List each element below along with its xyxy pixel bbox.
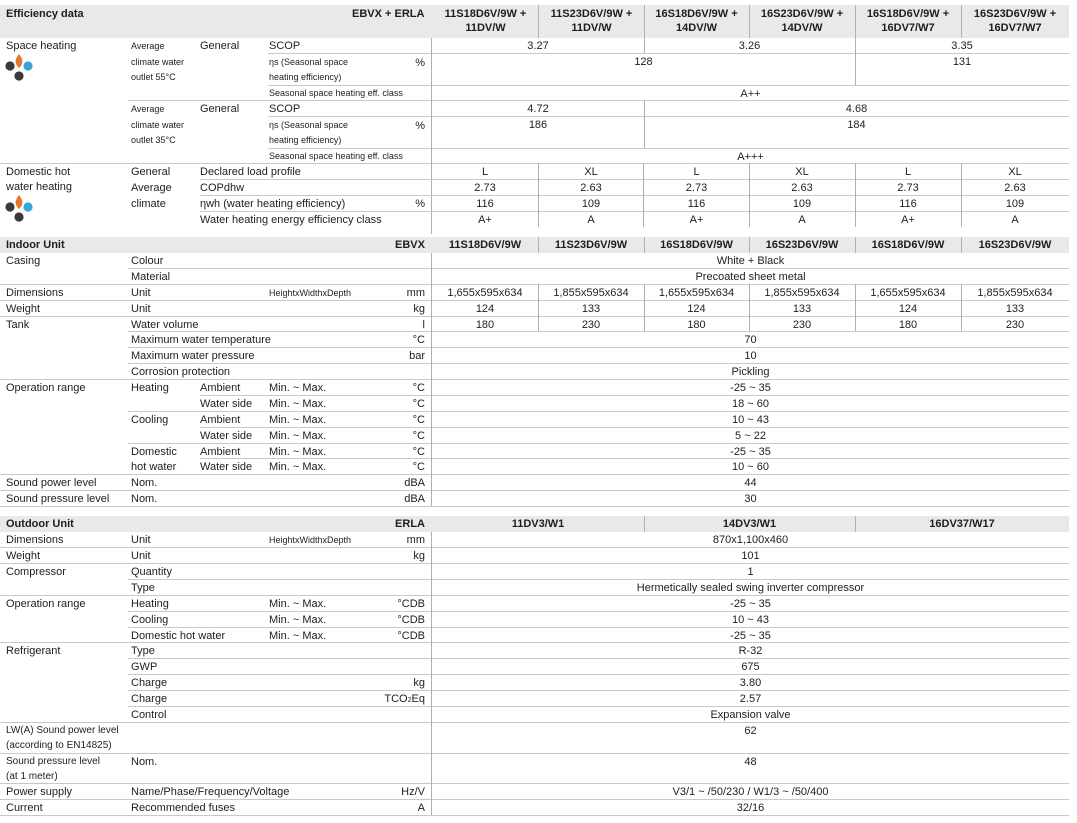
outdoor-weight-value: 101 [741,550,760,562]
material-value: Precoated sheet metal [695,271,806,283]
scop-label: SCOP [269,40,301,52]
gwp-value: 675 [741,661,760,673]
lp-6: XL [1008,166,1022,178]
minmax-1: Min. ~ Max. [269,382,327,394]
row-line [128,100,1069,101]
current-label: Current [6,802,43,814]
lp-5: L [904,166,912,178]
indoor-dim-3: 1,655x595x634 [658,287,735,299]
charge-tco2-label: Charge [131,693,168,705]
indoor-weight-unit-label: Unit [131,303,151,315]
divider [961,163,962,227]
charge-kg-unit: kg [413,677,425,689]
indoor-spl-nom: Nom. [131,493,158,505]
corrosion-protection-value: Pickling [731,366,770,378]
row-line [200,427,1069,428]
nwh-3: 116 [687,198,706,210]
nwh-4: 109 [792,198,812,210]
indoor-wt-2: 133 [581,303,601,315]
outdoor-model-header: ERLA [395,518,425,530]
outdoor-col-2: 14DV3/W1 [722,518,777,530]
percent-unit-35: % [415,120,425,132]
nwh-1: 116 [476,198,494,210]
indoor-weight-label: Weight [6,303,41,315]
divider [855,38,856,85]
row-line [0,753,1069,754]
waterside-label-3: Water side [200,461,253,473]
indoor-col-2: 11S23D6V/9W [554,239,628,251]
divider [643,163,644,227]
indoor-dim-5: 1,655x595x634 [870,287,946,299]
casing-label: Casing [6,255,41,267]
divider [644,5,645,38]
whc-3: A+ [689,214,704,226]
lwa-label-line1: LW(A) Sound power level [6,725,119,736]
vol-4: 230 [792,319,812,331]
indoor-wt-3: 124 [687,303,706,315]
lwa-label-line2: (according to EN14825) [6,740,112,751]
vol-2: 230 [581,319,601,331]
vol-6: 230 [1005,319,1025,331]
indoor-dim-4: 1,855x595x634 [764,287,840,299]
or-cooling-waterside: 5 ~ 22 [735,430,766,442]
quantity-label: Quantity [131,566,172,578]
ampere-unit: A [417,802,425,814]
scop-label-35: SCOP [269,103,301,115]
indoor-spl-value: 30 [744,493,757,505]
indoor-title: Indoor Unit [6,239,65,251]
indoor-col-5: 16S18D6V/9W [871,239,945,251]
gwp-label: GWP [131,661,158,673]
divider [431,253,432,506]
row-line [128,443,1069,444]
colour-label: Colour [131,255,164,267]
refrigerant-label: Refrigerant [6,645,61,657]
divider [644,516,645,532]
vol-3: 180 [687,319,706,331]
indoor-operation-range-label: Operation range [6,382,86,394]
row-line [128,611,1069,612]
row-line [268,116,1069,117]
lp-1: L [481,166,489,178]
ns-label-line1: ηs (Seasonal space [269,57,349,67]
dba-unit-1: dBA [404,477,425,489]
cop-3: 2.73 [685,182,708,194]
eff-col-2-line2: 11DV/W [571,22,612,34]
row-line [0,783,1069,784]
indoor-model-header: EBVX [395,239,425,251]
litre-unit: l [422,319,425,331]
outdoor-spl-label-line2: (at 1 meter) [6,771,58,782]
outdoor-mm-unit: mm [406,534,425,546]
divider [961,237,962,253]
seasonal-class-label-35: Seasonal space heating eff. class [269,151,403,161]
divider [855,237,856,253]
row-line [0,474,1069,475]
row-line [200,211,1069,212]
cdb-unit-3: °CDB [397,630,425,642]
or-dhw-ambient: -25 ~ 35 [730,446,771,458]
row-line [0,490,1069,491]
indoor-dimensions-label: Dimensions [6,287,64,299]
ns55-value-1: 128 [634,56,653,68]
minmax-2: Min. ~ Max. [269,398,327,410]
divider [749,237,750,253]
compressor-type-value: Hermetically sealed swing inverter compressor [636,582,865,594]
outdoor-cooling-label: Cooling [131,614,169,626]
hzv-unit: Hz/V [401,786,425,798]
nwh-label: ηwh (water heating efficiency) [200,198,346,210]
class35-value: A+++ [737,151,764,163]
indoor-dim-unit-label: Unit [131,287,151,299]
general-label-35: General [200,103,240,115]
dhw-label-line1: Domestic hot [6,166,71,178]
eff-col-4-line2: 14DV/W [781,22,823,34]
degc-1: °C [412,382,425,394]
outdoor-weight-unit-label: Unit [131,550,151,562]
indoor-sound-power-label: Sound power level [6,477,97,489]
power-supply-label: Power supply [6,786,73,798]
cop-4: 2.63 [791,182,813,194]
bar-unit: bar [409,350,425,362]
divider [961,5,962,38]
lp-4: XL [795,166,809,178]
divider [855,284,856,331]
max-water-pressure-value: 10 [744,350,757,362]
eff-col-2-line1: 11S23D6V/9W + [550,8,633,20]
general-label: General [200,40,240,52]
indoor-wt-5: 124 [898,303,918,315]
row-line [0,300,1069,301]
control-value: Expansion valve [710,709,791,721]
row-line [0,506,1069,507]
divider [749,5,750,38]
row-line [0,284,1069,285]
dhw-general-label: General [131,166,171,178]
max-water-pressure-label: Maximum water pressure [131,350,255,362]
out-or-heating: -25 ~ 35 [730,598,771,610]
max-water-temp-value: 70 [744,334,757,346]
scop55-value-1: 3.27 [527,40,549,52]
divider [644,284,645,331]
outdoor-col-1: 11DV3/W1 [511,518,565,530]
or-heating-ambient: -25 ~ 35 [730,382,771,394]
degc-4: °C [412,430,425,442]
colour-value: White + Black [716,255,785,267]
refrigerant-type-label: Type [131,645,155,657]
row-line [0,547,1069,548]
outdoor-weight-label: Weight [6,550,41,562]
outlet-55-label: outlet 55°C [131,72,176,82]
divider [538,237,539,253]
declared-load-label: Declared load profile [200,166,301,178]
scop55-value-3: 3.35 [951,40,973,52]
seasonal-class-label: Seasonal space heating eff. class [269,88,403,98]
row-line [0,642,1069,643]
efficiency-model-header: EBVX + ERLA [352,8,425,20]
space-heating-label: Space heating [6,40,77,52]
compressor-type-label: Type [131,582,155,594]
scop35-value-2: 4.68 [845,103,868,115]
indoor-hotwater-label: hot water [131,461,177,473]
whc-4: A [798,214,806,226]
out-or-cooling: 10 ~ 43 [731,614,769,626]
divider [855,5,856,38]
indoor-domestic-label: Domestic [131,446,177,458]
indoor-swl-nom: Nom. [131,477,158,489]
charge-kg-value: 3.80 [739,677,762,689]
eff-col-6-line1: 16S23D6V/9W + [973,8,1057,20]
vol-1: 180 [475,319,495,331]
scop55-value-2: 3.26 [738,40,761,52]
divider [538,284,539,331]
indoor-dim-6: 1,855x595x634 [977,287,1053,299]
divider [855,163,856,227]
efficiency-title: Efficiency data [6,8,84,20]
power-supply-desc: Name/Phase/Frequency/Voltage [131,786,290,798]
indoor-cooling-label: Cooling [131,414,169,426]
ns-label-35-line2: heating efficiency) [269,135,342,145]
percent-unit: % [415,57,425,69]
waterside-label-1: Water side [200,398,253,410]
indoor-wt-1: 124 [475,303,495,315]
ambient-label-2: Ambient [200,414,241,426]
row-line [200,179,1069,180]
divider [855,516,856,532]
outdoor-spl-label-line1: Sound pressure level [6,756,100,767]
tco2eq-unit: TCO2Eq [384,693,425,705]
row-line [128,690,1069,691]
whc-5: A+ [901,214,915,226]
divider [644,237,645,253]
out-minmax-2: Min. ~ Max. [269,614,327,626]
row-line [200,458,1069,459]
vol-5: 180 [898,319,918,331]
recommended-fuses-label: Recommended fuses [131,802,235,814]
charge-tco2-value: 2.57 [739,693,762,705]
or-dhw-waterside: 10 ~ 60 [731,461,769,473]
outdoor-operation-range-label: Operation range [6,598,86,610]
divider [431,532,432,815]
eff-col-3-line2: 14DV/W [676,22,717,34]
dhw-icon [5,193,41,227]
row-line [0,379,1069,380]
waterside-label-2: Water side [200,430,253,442]
outdoor-dhw-label: Domestic hot water [131,630,226,642]
cdb-unit-1: °CDB [397,598,425,610]
divider [644,38,645,53]
divider [538,5,539,38]
eff-col-3-line1: 16S18D6V/9W + [655,8,738,20]
row-line [0,563,1069,564]
minmax-3: Min. ~ Max. [269,414,327,426]
row-line [128,579,1069,580]
space-heating-icon [5,52,41,86]
indoor-dim-1: 1,655x595x634 [447,287,523,299]
row-line [128,268,1069,269]
row-line [0,316,1069,317]
row-line [268,53,1069,54]
current-value: 32/16 [736,802,765,814]
control-label: Control [131,709,167,721]
row-line [128,363,1069,364]
eff-col-5-line2: 16DV7/W7 [881,22,935,34]
indoor-col-1: 11S18D6V/9W [448,239,522,251]
minmax-5: Min. ~ Max. [269,446,327,458]
whc-6: A [1011,214,1019,226]
indoor-sound-pressure-label: Sound pressure level [6,493,110,505]
divider [644,101,645,148]
indoor-heating-label: Heating [131,382,169,394]
or-heating-waterside: 18 ~ 60 [731,398,769,410]
climate-water-label-35: climate water [131,120,185,130]
indoor-col-4: 16S23D6V/9W [765,239,839,251]
ns35-value-2: 184 [847,119,866,131]
indoor-dim-2: 1,855x595x634 [553,287,629,299]
indoor-wt-6: 133 [1005,303,1025,315]
class55-value: A++ [740,88,761,100]
row-line [0,722,1069,723]
ns55-value-2: 131 [952,56,972,68]
eff-col-1-line2: 11DV/W [465,22,506,34]
power-supply-value: V3/1 ~ /50/230 / W1/3 ~ /50/400 [672,786,829,798]
dhw-label-line2: water heating [6,181,73,193]
row-line [200,395,1069,396]
out-minmax-1: Min. ~ Max. [269,598,327,610]
eff-col-5-line1: 16S18D6V/9W + [866,8,950,20]
avg-label-35: Average [131,104,165,114]
row-line [128,706,1069,707]
ambient-label-1: Ambient [200,382,241,394]
corrosion-protection-label: Corrosion protection [131,366,231,378]
dhw-climate-label: climate [131,198,166,210]
out-minmax-3: Min. ~ Max. [269,630,327,642]
indoor-wt-4: 133 [792,303,812,315]
row-line [128,658,1069,659]
climate-water-label: climate water [131,57,185,67]
nwh-unit: % [415,198,425,210]
indoor-swl-value: 44 [744,477,757,489]
max-water-temp-label: Maximum water temperature [131,334,271,346]
indoor-col-3: 16S18D6V/9W [660,239,733,251]
cop-1: 2.73 [474,182,496,194]
degc-2: °C [412,398,425,410]
cdb-unit-2: °CDB [397,614,425,626]
divider [961,284,962,331]
eff-col-1-line1: 11S18D6V/9W + [444,8,527,20]
row-line [128,347,1069,348]
nwh-2: 109 [581,198,601,210]
outdoor-dim-unit-label: Unit [131,534,151,546]
lp-2: XL [584,166,598,178]
outdoor-title: Outdoor Unit [6,518,74,530]
outlet-35-label: outlet 35°C [131,135,176,145]
ambient-label-3: Ambient [200,446,241,458]
ns35-value-1: 186 [528,119,548,131]
whc-label: Water heating energy efficiency class [200,214,382,226]
cop-2: 2.63 [580,182,602,194]
outdoor-col-3: 16DV37/W17 [929,518,995,530]
ns-label-35-line1: ηs (Seasonal space [269,120,349,130]
indoor-col-6: 16S23D6V/9W [978,239,1052,251]
eff-col-4-line1: 16S23D6V/9W + [760,8,844,20]
outdoor-hwd-label: HeightxWidthxDepth [269,535,352,545]
row-line [128,627,1069,628]
outdoor-dim-value: 870x1,100x460 [712,534,789,546]
dba-unit-2: dBA [404,493,425,505]
outdoor-dimensions-label: Dimensions [6,534,64,546]
dhw-average-label: Average [131,182,172,194]
row-line [200,195,1069,196]
charge-kg-label: Charge [131,677,168,689]
divider [538,163,539,227]
row-line [0,163,1069,164]
divider [749,163,750,227]
degc-5: °C [412,446,425,458]
water-volume-label: Water volume [131,319,199,331]
indoor-kg-unit: kg [413,303,425,315]
whc-2: A [587,214,595,226]
max-water-temp-unit: °C [412,334,425,346]
nwh-6: 109 [1005,198,1025,210]
out-or-dhw: -25 ~ 35 [730,630,771,642]
indoor-mm-unit: mm [406,287,425,299]
outdoor-kg-unit: kg [413,550,425,562]
nwh-5: 116 [899,198,917,210]
lwa-value: 62 [744,725,757,737]
or-cooling-ambient: 10 ~ 43 [731,414,769,426]
row-line [128,674,1069,675]
row-line [0,815,1069,816]
row-line [0,595,1069,596]
copdhw-label: COPdhw [200,182,245,194]
tank-label: Tank [6,319,30,331]
avg-label: Average [131,41,165,51]
row-line [128,411,1069,412]
quantity-value: 1 [747,566,754,578]
degc-3: °C [412,414,425,426]
minmax-6: Min. ~ Max. [269,461,327,473]
ns-label-line2: heating efficiency) [269,72,342,82]
outdoor-heating-label: Heating [131,598,169,610]
row-line [0,799,1069,800]
cop-5: 2.73 [897,182,919,194]
scop35-value-1: 4.72 [527,103,549,115]
row-line [268,85,1069,86]
outdoor-spl-nom: Nom. [131,756,158,768]
divider [749,284,750,331]
row-line [268,148,1069,149]
row-line [128,331,1069,332]
refrigerant-type-value: R-32 [738,645,763,657]
lp-3: L [693,166,700,178]
outdoor-spl-value: 48 [744,756,757,768]
material-label: Material [131,271,171,283]
cop-6: 2.63 [1004,182,1026,194]
degc-6: °C [412,461,425,473]
compressor-label: Compressor [6,566,66,578]
whc-1: A+ [478,214,492,226]
eff-col-6-line2: 16DV7/W7 [988,22,1042,34]
minmax-4: Min. ~ Max. [269,430,327,442]
indoor-hwd-label: HeightxWidthxDepth [269,288,352,298]
